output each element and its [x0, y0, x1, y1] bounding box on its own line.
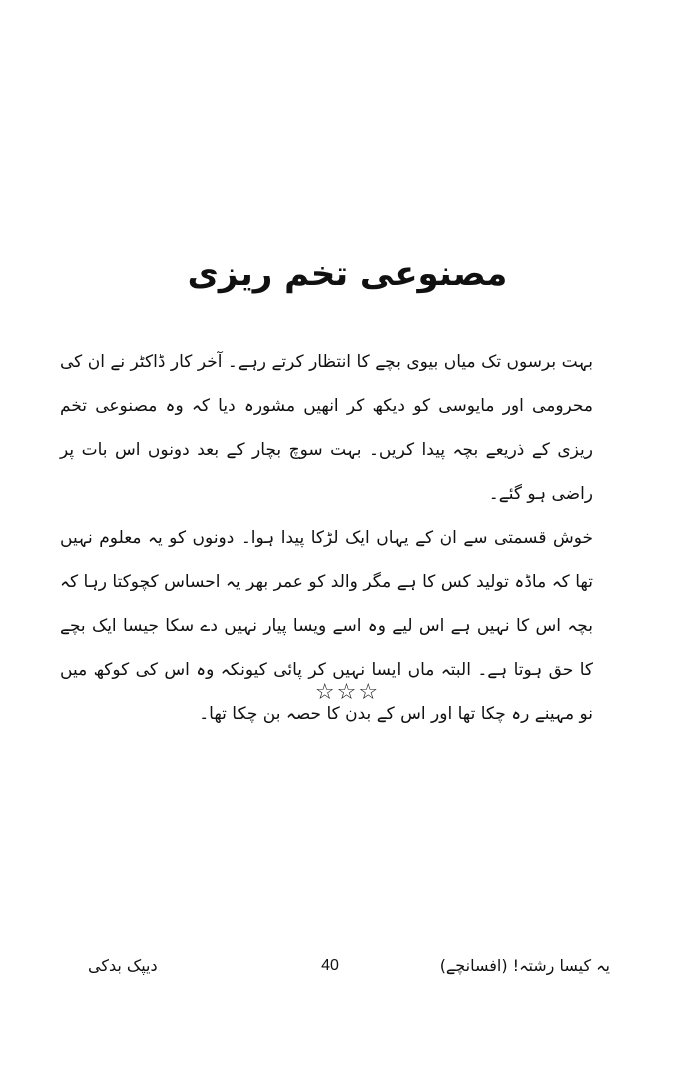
story-title: مصنوعی تخم ریزی: [187, 254, 508, 294]
page-number: 40: [321, 957, 339, 974]
page-footer: [0, 948, 695, 984]
footer-book-title: یہ کیسا رشتہ! (افسانچے): [439, 956, 610, 975]
story-body: [60, 340, 593, 736]
section-separator: ☆☆☆: [314, 680, 381, 705]
paragraph-1: بہت برسوں تک میاں بیوی بچے کا انتظار کرتے رہے۔ آخر کار ڈاکٹر نے ان کی محرومی اور مایوسی کو دیکھ کر انھیں مشورہ دیا کہ وہ مصنوعی تخم ریزی کے ذریعے بچہ پیدا کریں۔ بہت سوچ بچار کے بعد دونوں اس بات پر راضی ہو گئے۔: [60, 352, 593, 504]
footer-author: دیپک بدکی: [88, 956, 158, 975]
paragraph-2: خوش قسمتی سے ان کے یہاں ایک لڑکا پیدا ہوا۔ دونوں کو یہ معلوم نہیں تھا کہ ماڈہ تولید کس کا ہے مگر والد کو عمر بھر یہ احساس کچوکتا رہا کہ بچہ اس کا نہیں ہے اس لیے وہ اسے ویسا پیار نہیں دے سکا جیسا ایک بچے کا حق ہوتا ہے۔ البتہ ماں ایسا نہیں کر پائی کیونکہ وہ اس کی کوکھ میں نو مہینے رہ چکا تھا اور اس کے بدن کا حصہ بن چکا تھا۔: [60, 528, 593, 724]
